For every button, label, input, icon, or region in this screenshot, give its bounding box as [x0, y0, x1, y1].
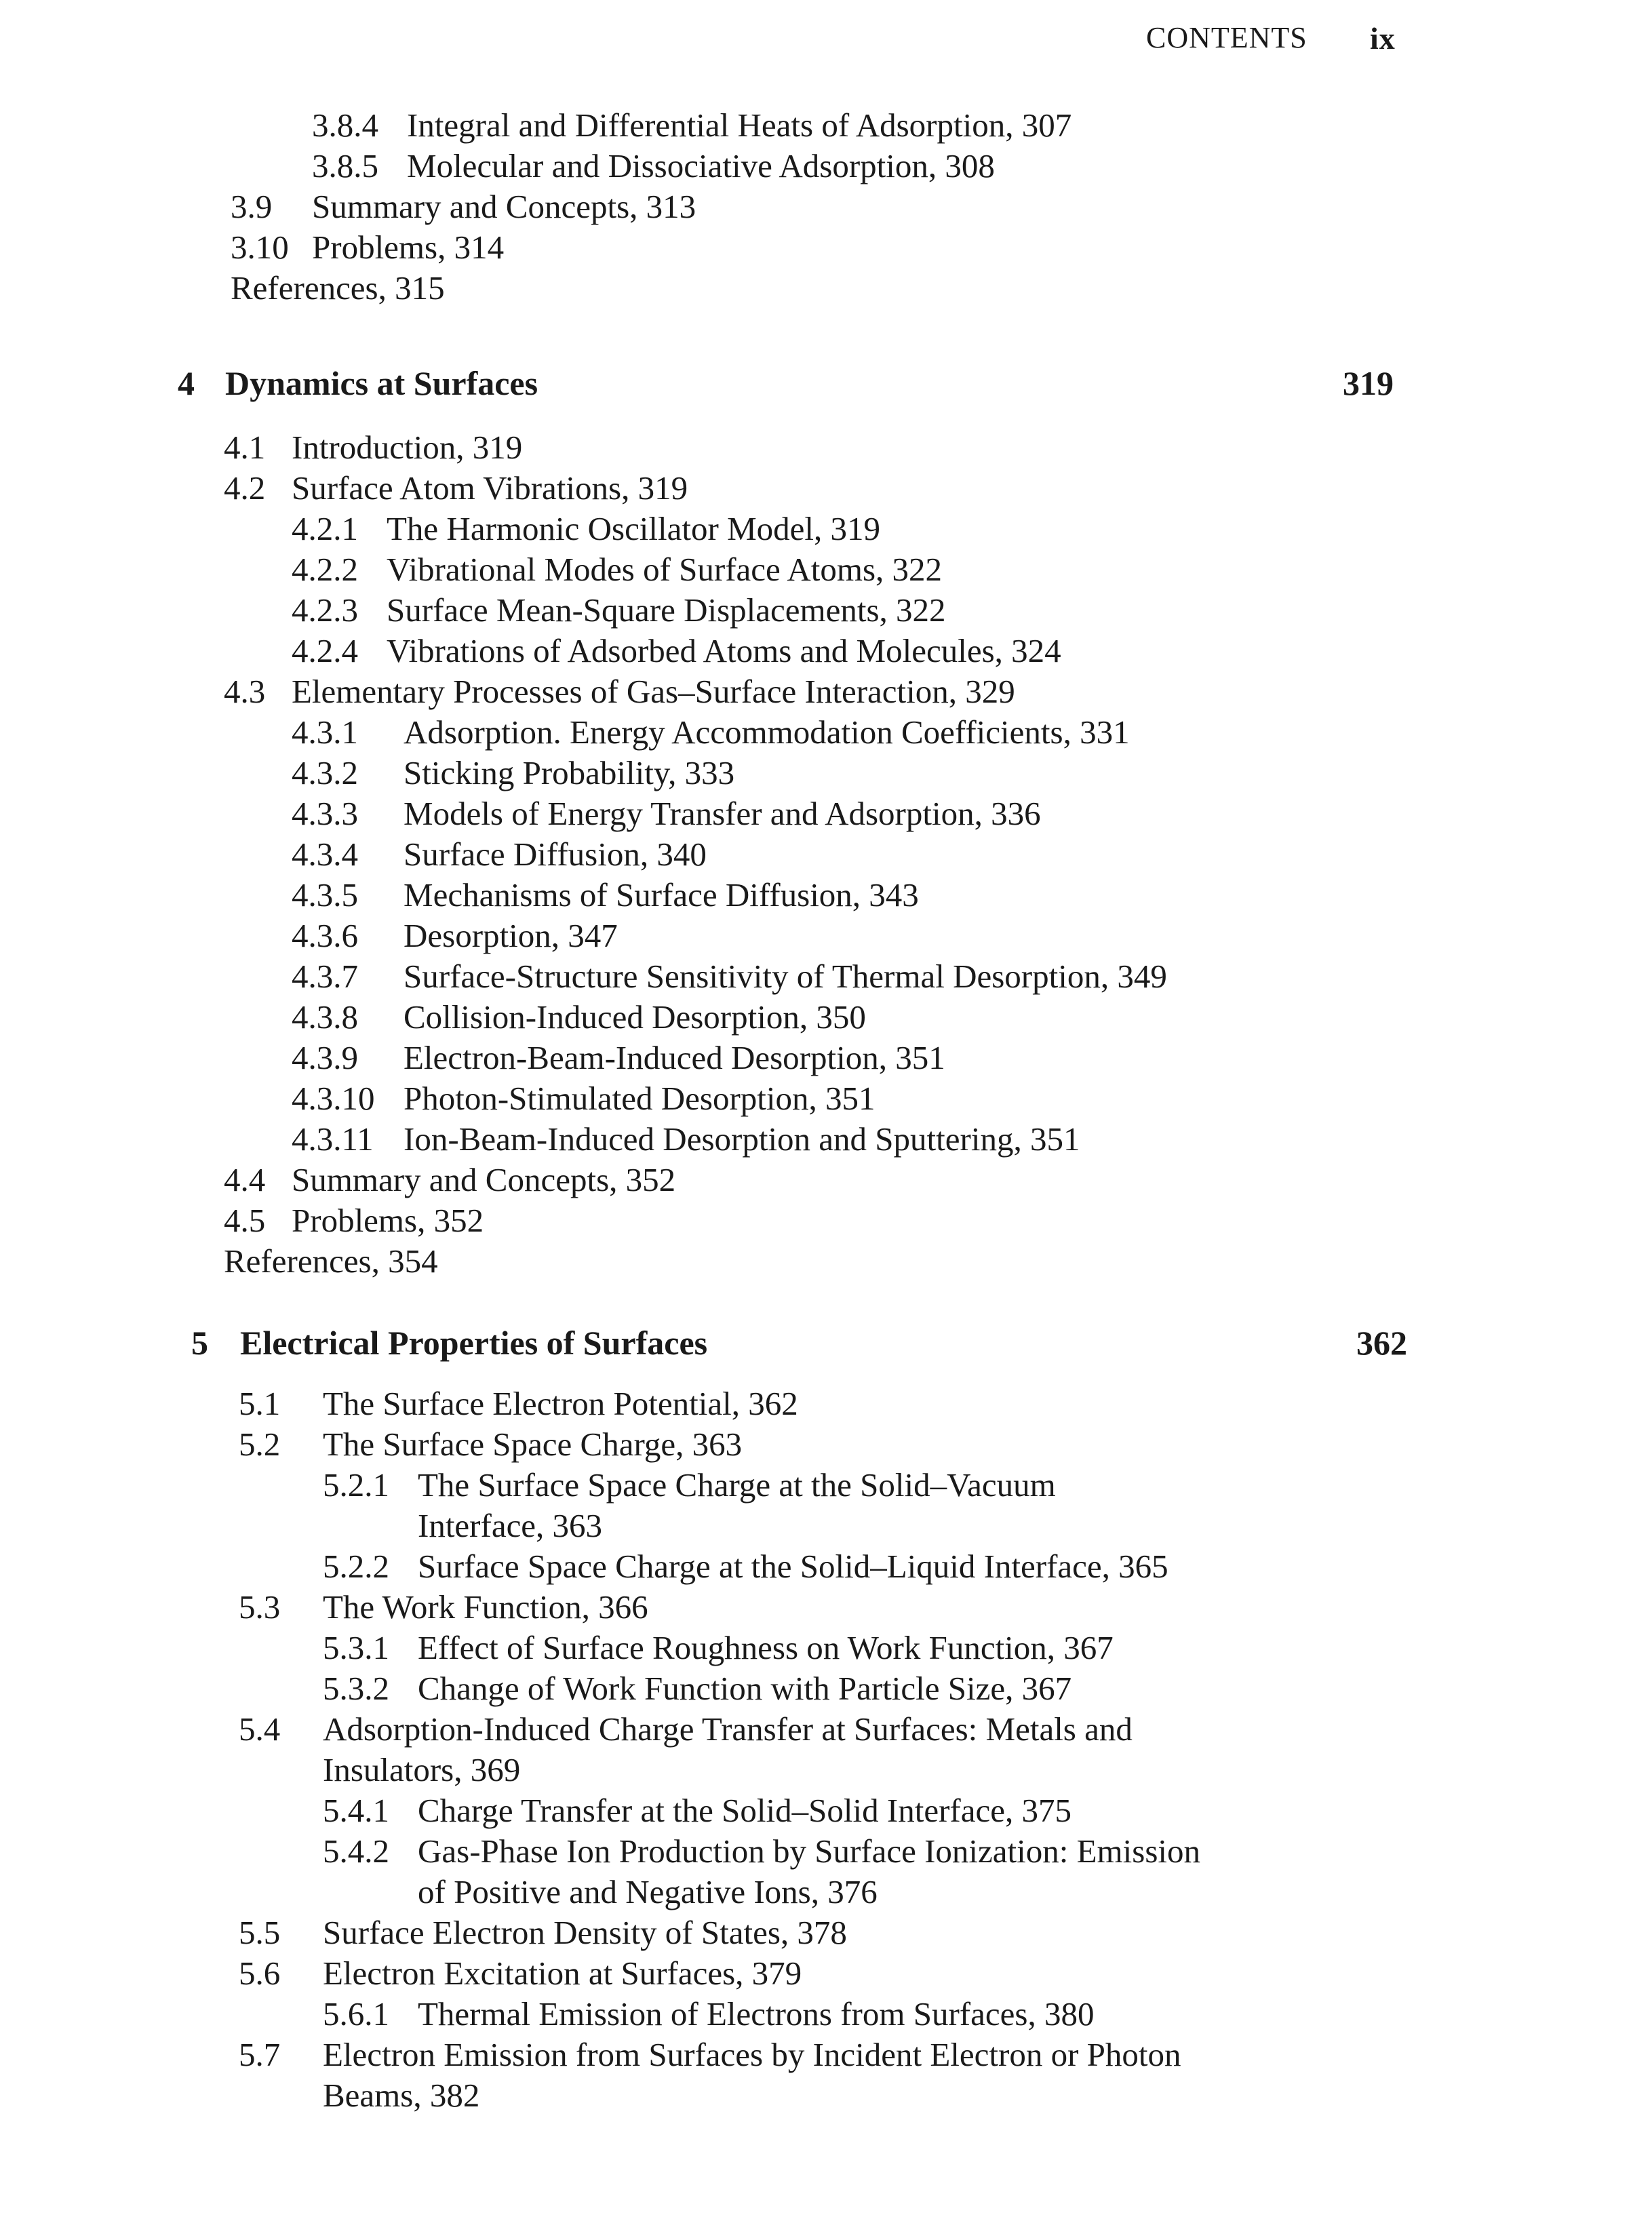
entry-number: 5.2: [239, 1426, 281, 1463]
chapter-number: 5: [191, 1324, 208, 1362]
entry-text: Collision-Induced Desorption, 350: [404, 998, 866, 1036]
chapter-title: Dynamics at Surfaces: [225, 364, 538, 402]
entry-text: Charge Transfer at the Solid–Solid Interface, 375: [418, 1792, 1071, 1829]
entry-text: Surface Diffusion, 340: [404, 836, 707, 873]
entry-text: Desorption, 347: [404, 917, 618, 954]
chapter-title: Electrical Properties of Surfaces: [240, 1324, 708, 1362]
entry-number: 5.4: [239, 1710, 281, 1748]
entry-text: Summary and Concepts, 313: [312, 188, 696, 225]
entry-text: of Positive and Negative Ions, 376: [418, 1873, 878, 1910]
entry-number: 4.2.3: [292, 591, 358, 629]
entry-text: Electron-Beam-Induced Desorption, 351: [404, 1039, 945, 1076]
entry-number: 4.3: [224, 673, 266, 710]
entry-text: Vibrations of Adsorbed Atoms and Molecules, 324: [387, 632, 1061, 669]
entry-text: Introduction, 319: [292, 429, 523, 466]
entry-number: 5.2.1: [323, 1466, 389, 1504]
entry-text: Interface, 363: [418, 1507, 603, 1544]
entry-text: Problems, 352: [292, 1202, 484, 1239]
entry-number: 5.7: [239, 2036, 281, 2073]
entry-text: Insulators, 369: [323, 1751, 521, 1788]
page-folio: ix: [1370, 21, 1396, 56]
entry-text: Surface Electron Density of States, 378: [323, 1914, 847, 1951]
chapter-page: 362: [1356, 1324, 1407, 1362]
entry-text: Gas-Phase Ion Production by Surface Ionization: Emission: [418, 1832, 1201, 1870]
entry-number: 5.3.2: [323, 1670, 389, 1707]
entry-number: 4.3.11: [292, 1120, 374, 1158]
entry-number: 3.8.4: [312, 106, 378, 144]
entry-number: 4.2: [224, 469, 266, 507]
entry-number: 3.9: [231, 188, 273, 225]
entry-text: Surface Atom Vibrations, 319: [292, 469, 688, 507]
entry-text: Surface Space Charge at the Solid–Liquid Interface, 365: [418, 1548, 1168, 1585]
entry-text: Photon-Stimulated Desorption, 351: [404, 1080, 876, 1117]
entry-number: 4.3.7: [292, 958, 358, 995]
entry-text: The Work Function, 366: [323, 1588, 648, 1626]
entry-text: The Surface Space Charge, 363: [323, 1426, 743, 1463]
entry-number: 4.3.6: [292, 917, 358, 954]
entry-number: 4.3.2: [292, 754, 358, 791]
entry-text: Thermal Emission of Electrons from Surfaces, 380: [418, 1995, 1095, 2033]
entry-number: 4.3.3: [292, 795, 358, 832]
entry-text: Surface Mean-Square Displacements, 322: [387, 591, 946, 629]
entry-number: 4.2.1: [292, 510, 358, 547]
entry-text: Mechanisms of Surface Diffusion, 343: [404, 876, 919, 914]
entry-text: The Harmonic Oscillator Model, 319: [387, 510, 881, 547]
entry-text: Summary and Concepts, 352: [292, 1161, 676, 1198]
entry-number: 3.8.5: [312, 147, 378, 184]
entry-number: 4.4: [224, 1161, 266, 1198]
entry-text: The Surface Electron Potential, 362: [323, 1385, 798, 1422]
running-head-title: CONTENTS: [1146, 21, 1307, 54]
entry-number: 5.4.2: [323, 1832, 389, 1870]
entry-text: Vibrational Modes of Surface Atoms, 322: [387, 551, 943, 588]
entry-text: Ion-Beam-Induced Desorption and Sputtering, 351: [404, 1120, 1080, 1158]
entry-text: Integral and Differential Heats of Adsorption, 307: [407, 106, 1072, 144]
entry-number: 4.2.2: [292, 551, 358, 588]
entry-number: 4.1: [224, 429, 266, 466]
entry-number: 5.3: [239, 1588, 281, 1626]
chapter-number: 4: [178, 364, 195, 402]
entry-number: 5.5: [239, 1914, 281, 1951]
entry-number: 4.3.10: [292, 1080, 375, 1117]
entry-text: Adsorption. Energy Accommodation Coefficients, 331: [404, 713, 1130, 751]
entry-number: 3.10: [231, 229, 289, 266]
entry-text: Adsorption-Induced Charge Transfer at Surfaces: Metals and: [323, 1710, 1133, 1748]
entry-text: Elementary Processes of Gas–Surface Interaction, 329: [292, 673, 1015, 710]
entry-text: Electron Emission from Surfaces by Incident Electron or Photon: [323, 2036, 1181, 2073]
entry-number: 5.4.1: [323, 1792, 389, 1829]
entry-text: Problems, 314: [312, 229, 505, 266]
entry-text: Sticking Probability, 333: [404, 754, 735, 791]
entry-text: Molecular and Dissociative Adsorption, 308: [407, 147, 995, 184]
entry-number: 4.2.4: [292, 632, 358, 669]
entry-number: 4.3.8: [292, 998, 358, 1036]
entry-text: Effect of Surface Roughness on Work Function, 367: [418, 1629, 1114, 1666]
entry-text: Models of Energy Transfer and Adsorption, 336: [404, 795, 1041, 832]
entry-number: 5.3.1: [323, 1629, 389, 1666]
entry-number: 5.6: [239, 1955, 281, 1992]
chapter-page: 319: [1343, 364, 1394, 402]
entry-text: Surface-Structure Sensitivity of Thermal Desorption, 349: [404, 958, 1167, 995]
entry-text: Change of Work Function with Particle Size, 367: [418, 1670, 1072, 1707]
entry-number: 4.3.1: [292, 713, 358, 751]
entry-number: 5.2.2: [323, 1548, 389, 1585]
entry-number: 4.3.9: [292, 1039, 358, 1076]
entry-text: Electron Excitation at Surfaces, 379: [323, 1955, 802, 1992]
running-head: [1146, 20, 1396, 56]
entry-number: 4.3.4: [292, 836, 358, 873]
entry-number: 5.1: [239, 1385, 281, 1422]
entry-text: References, 354: [224, 1242, 438, 1280]
entry-number: 4.5: [224, 1202, 266, 1239]
entry-text: References, 315: [231, 269, 445, 307]
entry-text: Beams, 382: [323, 2077, 480, 2114]
entry-number: 5.6.1: [323, 1995, 389, 2033]
entry-number: 4.3.5: [292, 876, 358, 914]
entry-text: The Surface Space Charge at the Solid–Vacuum: [418, 1466, 1056, 1504]
